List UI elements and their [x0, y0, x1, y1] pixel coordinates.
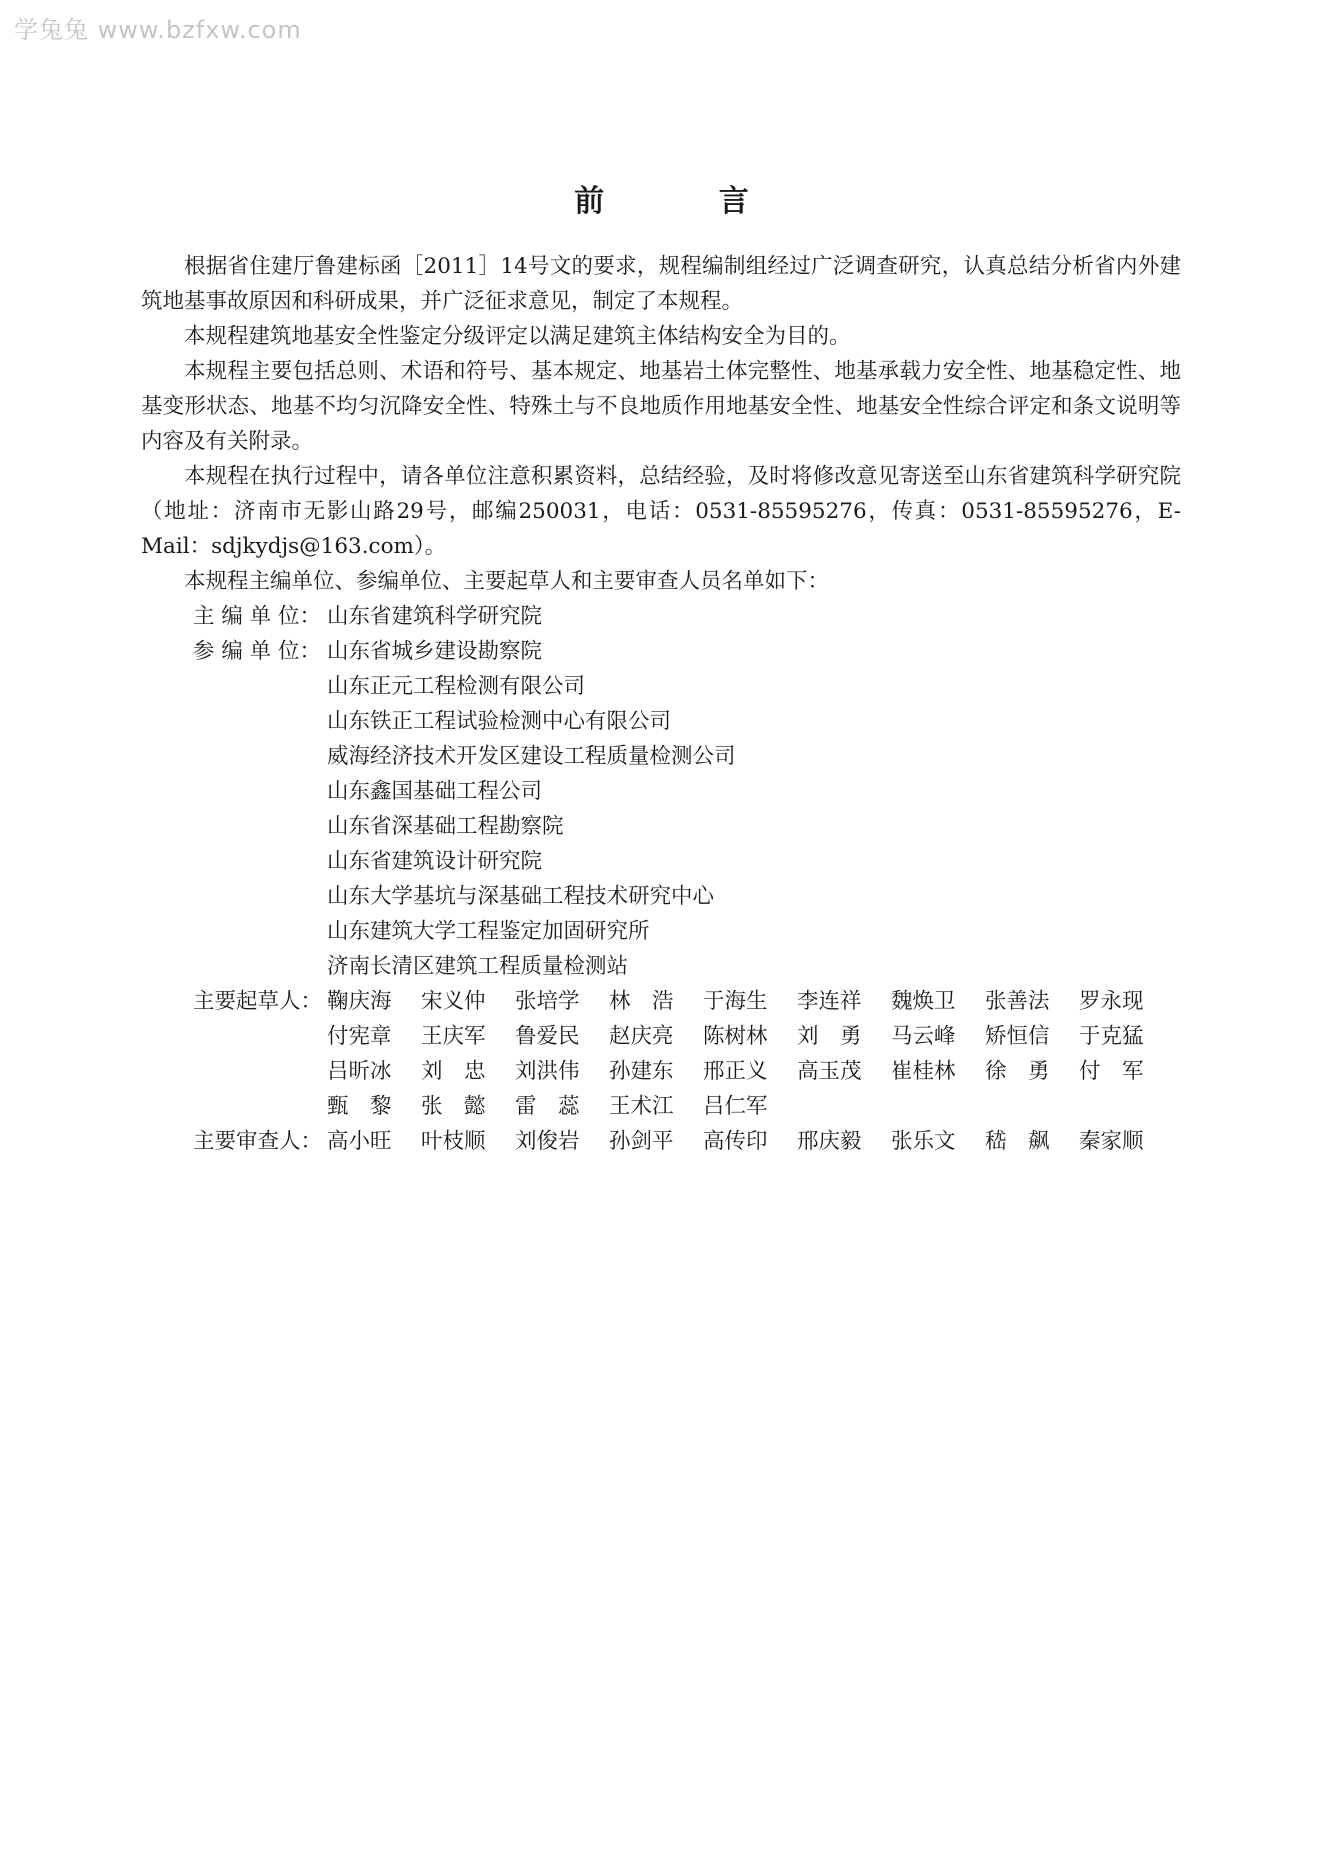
drafter-name: 于克猛	[1079, 1024, 1144, 1049]
participating-unit: 山东铁正工程试验检测中心有限公司	[327, 709, 672, 734]
drafter-name: 付宪章	[327, 1024, 392, 1049]
drafter-name: 徐 勇	[985, 1059, 1050, 1084]
paragraph-3: 本规程主要包括总则、术语和符号、基本规定、地基岩土体完整性、地基承载力安全性、地基稳定性、地基变形状态、地基不均匀沉降安全性、特殊土与不良地质作用地基安全性、地基安全性综合评定和条文说明等内容及有关附录。	[141, 359, 1181, 454]
drafter-name: 赵庆亮	[609, 1024, 674, 1049]
participating-unit: 山东省建筑设计研究院	[327, 849, 543, 874]
participating-unit: 济南长清区建筑工程质量检测站	[327, 954, 629, 979]
participating-units-row	[193, 634, 1181, 984]
participating-unit: 山东大学基坑与深基础工程技术研究中心	[327, 884, 715, 909]
reviewer-name: 孙剑平	[609, 1129, 674, 1154]
drafter-name: 张培学	[515, 989, 580, 1014]
drafter-name: 陈树林	[703, 1024, 768, 1049]
watermark: 学兔兔 www.bzfxw.com	[14, 16, 302, 44]
participating-unit: 山东省城乡建设勘察院	[327, 639, 543, 664]
reviewer-name: 高小旺	[327, 1129, 392, 1154]
reviewer-name: 嵇 飙	[985, 1129, 1050, 1154]
drafter-name: 吕昕冰	[327, 1059, 392, 1084]
drafter-name: 矫恒信	[985, 1024, 1050, 1049]
drafter-name: 高玉茂	[797, 1059, 862, 1084]
participating-unit: 山东建筑大学工程鉴定加固研究所	[327, 919, 650, 944]
reviewer-name: 邢庆毅	[797, 1129, 862, 1154]
drafter-name: 孙建东	[609, 1059, 674, 1084]
drafter-name: 李连祥	[797, 989, 862, 1014]
reviewer-name: 叶枝顺	[421, 1129, 486, 1154]
drafter-name: 吕仁军	[703, 1094, 768, 1119]
drafter-name: 罗永现	[1079, 989, 1144, 1014]
reviewers-row	[193, 1124, 1181, 1159]
reviewers-label: 主要审查人：	[193, 1129, 323, 1154]
paragraph-2: 本规程建筑地基安全性鉴定分级评定以满足建筑主体结构安全为目的。	[184, 324, 851, 349]
drafters-list	[327, 984, 1173, 1124]
chief-unit-row	[193, 599, 1181, 634]
participating-unit: 山东省深基础工程勘察院	[327, 814, 564, 839]
drafter-name: 宋义仲	[421, 989, 486, 1014]
drafter-name: 崔桂林	[891, 1059, 956, 1084]
drafter-name: 张 懿	[421, 1094, 486, 1119]
drafter-name: 鲁爱民	[515, 1024, 580, 1049]
drafter-name: 张善法	[985, 989, 1050, 1014]
drafters-label: 主要起草人：	[193, 989, 323, 1014]
drafter-name: 刘 勇	[797, 1024, 862, 1049]
participating-units-label: 参 编 单 位：	[193, 639, 322, 664]
paragraph-1: 根据省住建厅鲁建标函［2011］14号文的要求，规程编制组经过广泛调查研究，认真总结分析省内外建筑地基事故原因和科研成果，并广泛征求意见，制定了本规程。	[141, 254, 1181, 314]
paragraph-5: 本规程主编单位、参编单位、主要起草人和主要审查人员名单如下：	[184, 569, 830, 594]
chief-unit-label: 主 编 单 位：	[193, 604, 322, 629]
preface-body	[141, 249, 1181, 1159]
drafter-name: 林 浩	[609, 989, 674, 1014]
paragraph-4: 本规程在执行过程中，请各单位注意积累资料，总结经验，及时将修改意见寄送至山东省建筑科学研究院（地址：济南市无影山路29号，邮编250031，电话：0531-85595276，传真：0531-85595276，E-Mail：sdjkydjs@163.com）。	[141, 464, 1181, 559]
reviewer-name: 刘俊岩	[515, 1129, 580, 1154]
participating-units-list	[327, 634, 736, 984]
drafter-name: 雷 蕊	[515, 1094, 580, 1119]
drafter-name: 魏焕卫	[891, 989, 956, 1014]
participating-unit: 山东正元工程检测有限公司	[327, 674, 586, 699]
drafter-name: 刘 忠	[421, 1059, 486, 1084]
drafters-row	[193, 984, 1181, 1124]
chief-unit-name: 山东省建筑科学研究院	[327, 604, 543, 629]
reviewer-name: 高传印	[703, 1129, 768, 1154]
drafter-name: 付 军	[1079, 1059, 1144, 1084]
drafter-name: 鞠庆海	[327, 989, 392, 1014]
drafter-name: 马云峰	[891, 1024, 956, 1049]
reviewer-name: 张乐文	[891, 1129, 956, 1154]
reviewers-list	[327, 1124, 1173, 1159]
participating-unit: 威海经济技术开发区建设工程质量检测公司	[327, 744, 736, 769]
drafter-name: 王术江	[609, 1094, 674, 1119]
drafter-name: 邢正义	[703, 1059, 768, 1084]
drafter-name: 王庆军	[421, 1024, 486, 1049]
reviewer-name: 秦家顺	[1079, 1129, 1144, 1154]
page-title: 前 言	[574, 184, 801, 219]
drafter-name: 于海生	[703, 989, 768, 1014]
participating-unit: 山东鑫国基础工程公司	[327, 779, 543, 804]
drafter-name: 甄 黎	[327, 1094, 392, 1119]
drafter-name: 刘洪伟	[515, 1059, 580, 1084]
